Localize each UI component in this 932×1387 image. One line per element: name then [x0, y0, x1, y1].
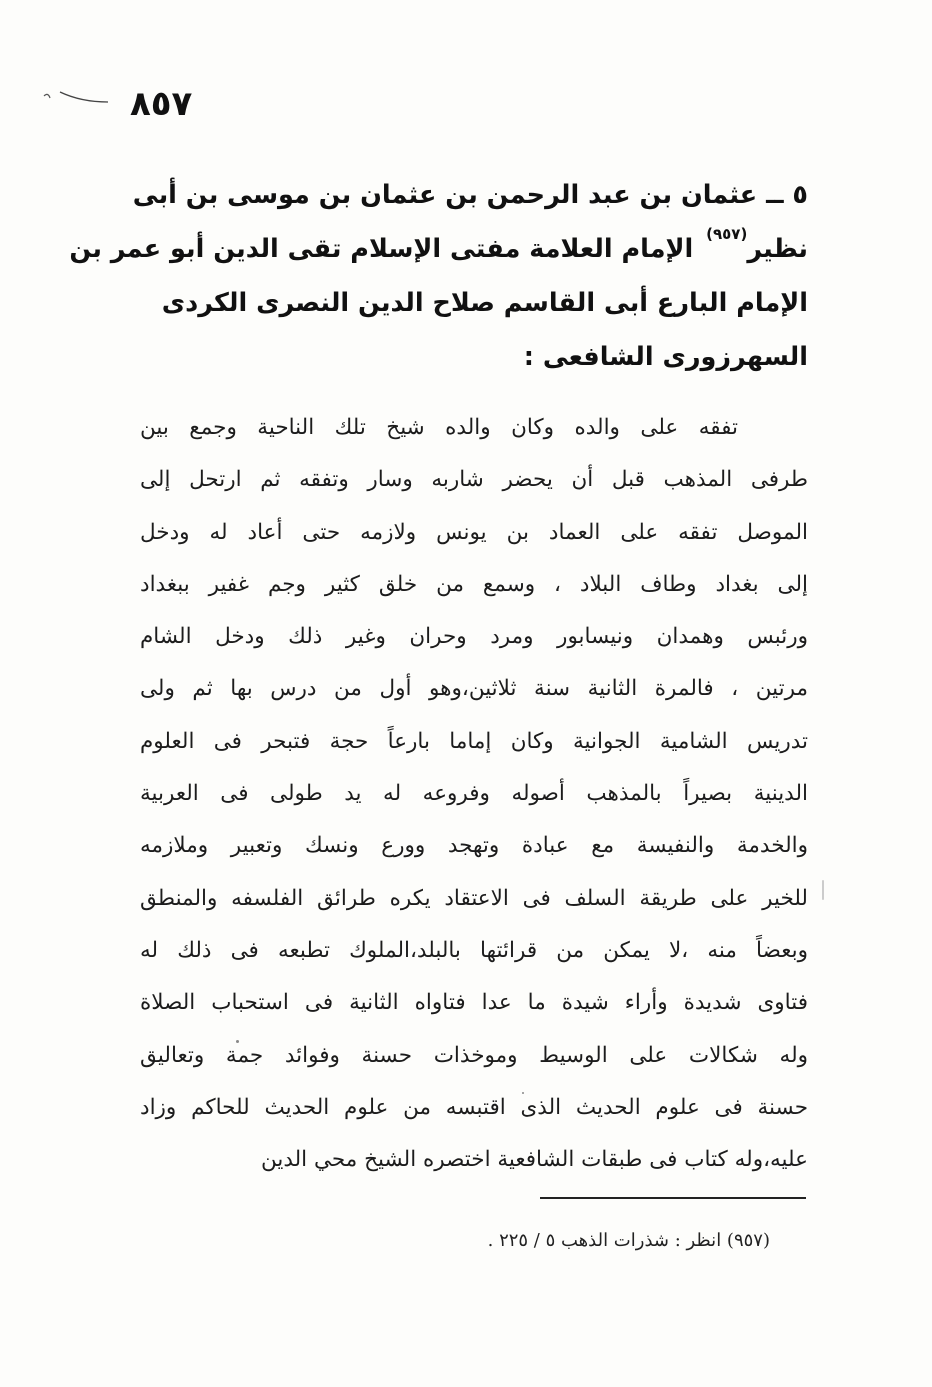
page-number: ٨٥٧	[130, 84, 193, 124]
entry-heading	[69, 168, 808, 384]
heading-line-with-ref	[69, 222, 808, 276]
body-line: تفقه على والده وكان والده شيخ تلك الناحية وجمع بين	[140, 415, 738, 440]
body-paragraph	[140, 402, 808, 1186]
heading-line: ٥ ــ عثمان بن عبد الرحمن بن عثمان بن موسى بن أبى	[132, 180, 808, 210]
scan-speck	[822, 880, 824, 900]
footnote-divider	[540, 1197, 806, 1199]
body-line: طرفى المذهب قبل أن يحضر شاربه وسار وتفقه ثم ارتحل إلى	[140, 467, 808, 493]
body-line: الدينية بصيراً بالمذهب أصوله وفروعه له يد طولى فى العربية	[140, 781, 808, 807]
body-line: وله شكالات على الوسيط وموخذات حسنة وفوائد جمة وتعاليق	[140, 1042, 808, 1068]
footnote-reference: (٩٥٧)	[706, 225, 748, 243]
body-line: عليه،وله كتاب فى طبقات الشافعية اختصره الشيخ محي الدين	[260, 1147, 808, 1173]
body-line: الموصل تفقه على العماد بن يونس ولازمه حتى أعاد له ودخل	[140, 519, 808, 545]
body-line: إلى بغداد وطاف البلاد ، وسمع من خلق كثير وجم غفير ببغداد	[140, 571, 808, 597]
footnote: (٩٥٧) انظر : شذرات الذهب ٥ / ٢٢٥ .	[487, 1230, 770, 1251]
body-line: حسنة فى علوم الحديث الذى اقتبسه من علوم الحديث للحاكم وزاد	[140, 1094, 808, 1120]
body-line: للخير على طريقة السلف فى الاعتقاد يكره طرائق الفلسفه والمنطق	[140, 885, 808, 911]
scan-speck	[522, 1092, 524, 1094]
body-line: تدريس الشامية الجوانية وكان إماما بارعاً حجة فتبحر فى العلوم	[140, 728, 808, 754]
pen-stroke-mark	[36, 84, 116, 114]
heading-line: السهرزورى الشافعى :	[523, 342, 808, 372]
heading-line-prefix: نظير	[747, 234, 808, 264]
body-line: والخدمة والنفيسة مع عبادة وتهجد وورع ونسك وتعبير وملازمه	[140, 833, 808, 859]
body-line: فتاوى شديدة وأراء شيدة ما عدا فتاواه الثانية فى استحباب الصلاة	[140, 990, 808, 1016]
heading-line-rest: الإمام العلامة مفتى الإسلام تقى الدين أبو عمر بن	[69, 234, 694, 264]
body-line: مرتين ، فالمرة الثانية سنة ثلاثين،وهو أول من درس بها ثم ولى	[140, 676, 808, 702]
scan-speck	[236, 1040, 239, 1043]
body-line: ورئبس وهمدان ونيسابور ومرد وحران وغير ذلك ودخل الشام	[140, 624, 808, 650]
body-line: وبعضاً منه ،لا يمكن من قرائتها بالبلد،الملوك تطبعه فى ذلك له	[140, 937, 808, 963]
heading-line: الإمام البارع أبى القاسم صلاح الدين النصرى الكردى	[161, 288, 808, 318]
